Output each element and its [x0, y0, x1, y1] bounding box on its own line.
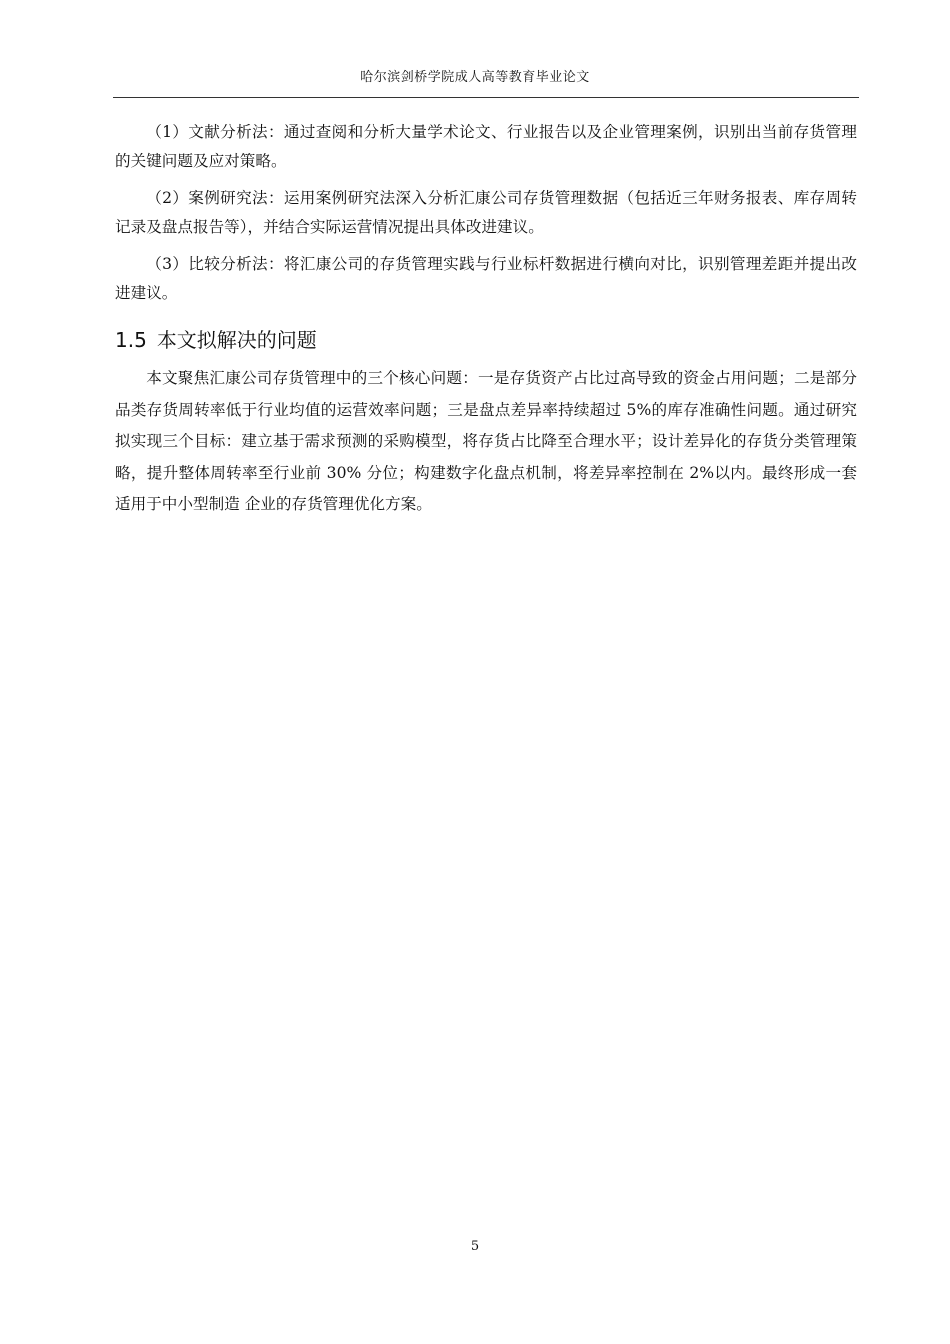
header-divider: [113, 97, 859, 98]
page-header: 哈尔滨剑桥学院成人高等教育毕业论文: [360, 70, 590, 85]
section-number: 1.5: [115, 328, 147, 352]
section-body-paragraph: 本文聚焦汇康公司存货管理中的三个核心问题：一是存货资产占比过高导致的资金占用问题；二是部分品类存货周转率低于行业均值的运营效率问题；三是盘点差异率持续超过 5%的库存准确性问题。通过研究拟实现三个目标：建立基于需求预测的采购模型，将存货占比降至合理水平；设计差异化的存货分类管理策略，提升整体周转率至行业前 30% 分位；构建数字化盘点机制，将差异率控制在 2%以内。最终形成一套适用于中小型制造 企业的存货管理优化方案。: [115, 369, 857, 513]
page-number: 5: [470, 1239, 480, 1254]
document-body: [115, 118, 857, 521]
method-paragraph-case-study: （2）案例研究法：运用案例研究法深入分析汇康公司存货管理数据（包括近三年财务报表、库存周转记录及盘点报告等），并结合实际运营情况提出具体改进建议。: [115, 189, 857, 236]
section-heading: [115, 325, 857, 355]
method-paragraph-literature: （1）文献分析法：通过查阅和分析大量学术论文、行业报告以及企业管理案例，识别出当前存货管理的关键问题及应对策略。: [115, 123, 857, 170]
method-paragraph-comparison: （3）比较分析法：将汇康公司的存货管理实践与行业标杆数据进行横向对比，识别管理差距并提出改进建议。: [115, 255, 857, 302]
section-title: 本文拟解决的问题: [156, 328, 317, 352]
